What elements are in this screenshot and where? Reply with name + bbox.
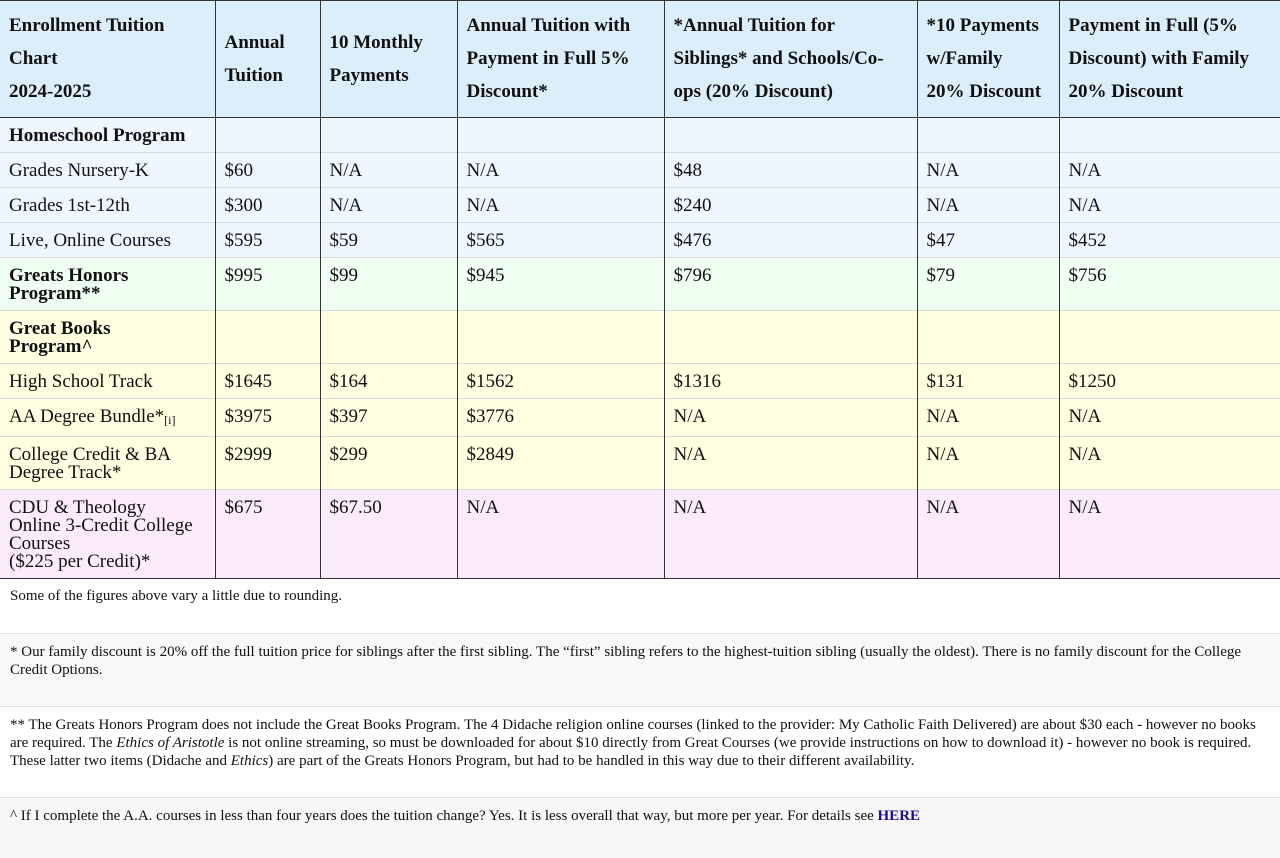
table-row: [0, 223, 1280, 258]
row-label: AA Degree Bundle*[i]: [0, 399, 215, 437]
row-label: College Credit & BA Degree Track*: [0, 437, 215, 490]
cell-monthly: N/A: [320, 153, 457, 188]
cell-monthly: $164: [320, 364, 457, 399]
cell-family-monthly: N/A: [917, 153, 1059, 188]
row-label: Grades Nursery-K: [0, 153, 215, 188]
cell-annual: $675: [215, 490, 320, 579]
cell-full: $3776: [457, 399, 664, 437]
cell-family-monthly: $131: [917, 364, 1059, 399]
footnote-greats-honors: ** The Greats Honors Program does not include the Great Books Program. The 4 Didache religion online courses (linked to the provider: My Catholic Faith Delivered) are about $30 each - however no books are required. The Ethics of Aristotle is not online streaming, so must be downloaded for about $10 directly from Great Courses (we provide instructions on how to download it) - however no book is required. These latter two items (Didache and Ethics) are part of the Greats Honors Program, but had to be handled in this way due to their different availability.: [0, 707, 1280, 798]
header-annual-tuition: Annual Tuition: [215, 1, 320, 118]
cell-family-monthly: N/A: [917, 188, 1059, 223]
cell-monthly: $59: [320, 223, 457, 258]
section-title-great-books: Great Books Program^: [0, 311, 215, 364]
cell-family-full: N/A: [1059, 490, 1280, 579]
cell-monthly: $99: [320, 258, 457, 311]
section-row-homeschool: [0, 118, 1280, 153]
cell-family-full: $1250: [1059, 364, 1280, 399]
cell-annual: $595: [215, 223, 320, 258]
cell-sibling: $48: [664, 153, 917, 188]
cell-family-monthly: N/A: [917, 437, 1059, 490]
header-row: [0, 1, 1280, 118]
cell-family-monthly: N/A: [917, 490, 1059, 579]
cell-full: N/A: [457, 490, 664, 579]
cell-family-full: N/A: [1059, 399, 1280, 437]
cell-full: $1562: [457, 364, 664, 399]
cell-full: $945: [457, 258, 664, 311]
cell-monthly: $67.50: [320, 490, 457, 579]
header-payment-full: Annual Tuition with Payment in Full 5% Discount*: [457, 1, 664, 118]
cell-family-full: N/A: [1059, 188, 1280, 223]
cell-monthly: $299: [320, 437, 457, 490]
cell-family-full: $452: [1059, 223, 1280, 258]
section-row-great-books: [0, 311, 1280, 364]
table-row: [0, 437, 1280, 490]
cell-full: N/A: [457, 188, 664, 223]
row-label: Greats Honors Program**: [0, 258, 215, 311]
footnote-aa-courses: ^ If I complete the A.A. courses in less than four years does the tuition change? Yes. It is less overall that way, but more per year. For details see HERE: [0, 798, 1280, 858]
table-row: [0, 490, 1280, 579]
cell-annual: $1645: [215, 364, 320, 399]
cell-annual: $3975: [215, 399, 320, 437]
section-title-homeschool: Homeschool Program: [0, 118, 215, 153]
footnotes: [0, 579, 1280, 858]
cell-sibling: N/A: [664, 490, 917, 579]
header-monthly-payments: 10 Monthly Payments: [320, 1, 457, 118]
cell-family-monthly: $79: [917, 258, 1059, 311]
cell-annual: $995: [215, 258, 320, 311]
cell-sibling: N/A: [664, 437, 917, 490]
header-family-payments: *10 Payments w/Family 20% Discount: [917, 1, 1059, 118]
table-row: [0, 258, 1280, 311]
header-program: Enrollment Tuition Chart 2024-2025: [0, 1, 215, 118]
cell-monthly: $397: [320, 399, 457, 437]
cell-full: $565: [457, 223, 664, 258]
table-row: [0, 153, 1280, 188]
cell-annual: $300: [215, 188, 320, 223]
cell-family-full: N/A: [1059, 437, 1280, 490]
cell-full: $2849: [457, 437, 664, 490]
footnote-family-discount: * Our family discount is 20% off the full tuition price for siblings after the first sibling. The “first” sibling refers to the highest-tuition sibling (usually the oldest). There is no family discount for the College Credit Options.: [0, 634, 1280, 707]
row-label: High School Track: [0, 364, 215, 399]
cell-sibling: $796: [664, 258, 917, 311]
footnote-ref-link[interactable]: [i]: [164, 413, 176, 427]
cell-family-full: $756: [1059, 258, 1280, 311]
footnote-rounding: Some of the figures above vary a little due to rounding.: [0, 579, 1280, 634]
cell-sibling: $476: [664, 223, 917, 258]
cell-sibling: $240: [664, 188, 917, 223]
cell-sibling: N/A: [664, 399, 917, 437]
table-row: [0, 399, 1280, 437]
header-full-family: Payment in Full (5% Discount) with Family 20% Discount: [1059, 1, 1280, 118]
cell-sibling: $1316: [664, 364, 917, 399]
cell-family-full: N/A: [1059, 153, 1280, 188]
cell-family-monthly: N/A: [917, 399, 1059, 437]
table-row: [0, 364, 1280, 399]
table-row: [0, 188, 1280, 223]
cell-monthly: N/A: [320, 188, 457, 223]
cell-annual: $60: [215, 153, 320, 188]
row-label: Live, Online Courses: [0, 223, 215, 258]
header-siblings: *Annual Tuition for Siblings* and Schools/Co- ops (20% Discount): [664, 1, 917, 118]
here-link[interactable]: HERE: [877, 808, 921, 824]
row-label: CDU & Theology Online 3-Credit College Courses ($225 per Credit)*: [0, 490, 215, 579]
row-label: Grades 1st-12th: [0, 188, 215, 223]
cell-full: N/A: [457, 153, 664, 188]
cell-family-monthly: $47: [917, 223, 1059, 258]
cell-annual: $2999: [215, 437, 320, 490]
